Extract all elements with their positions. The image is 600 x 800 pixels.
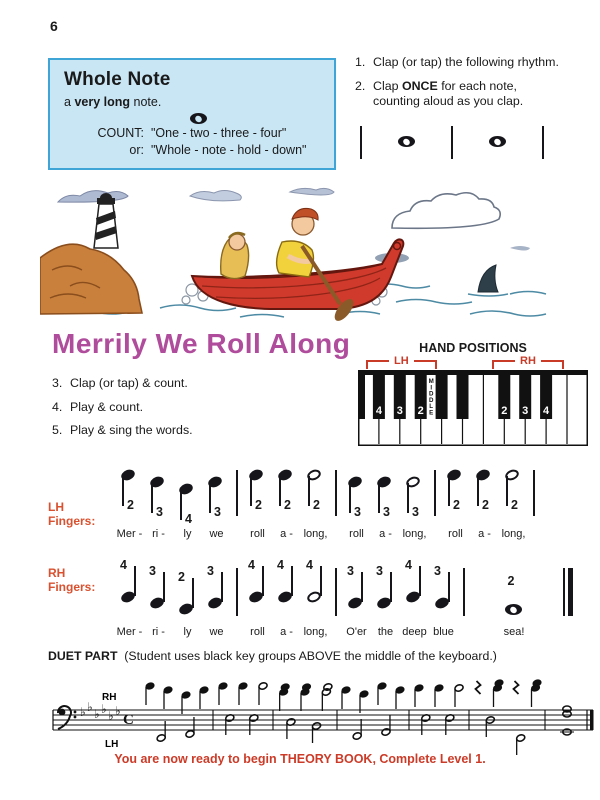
measure	[243, 556, 330, 648]
melody-note: 4 roll	[248, 558, 265, 638]
lh-fingers-row	[48, 466, 535, 562]
rh-bracket	[492, 357, 564, 369]
middle-label: M I D D L E	[428, 378, 434, 417]
svg-text:♭: ♭	[80, 705, 86, 719]
svg-text:♭: ♭	[94, 707, 100, 721]
melody-note: 2 long,	[499, 466, 528, 558]
lh-finger-4: 4	[375, 405, 382, 417]
melody-note: 4 deep	[402, 558, 427, 638]
lh-bracket	[366, 357, 437, 369]
melody-note: 3 long,	[400, 466, 429, 558]
melody-note: 4 a -	[277, 558, 293, 638]
measure	[441, 466, 528, 558]
instruction-2-line2: counting aloud as you clap.	[373, 94, 524, 108]
count-label: COUNT:	[97, 126, 144, 140]
lh-notes	[110, 466, 535, 562]
lh-fingers-label: LH Fingers:	[48, 500, 96, 528]
rh-label: RH	[520, 355, 536, 367]
svg-text:C: C	[123, 712, 134, 728]
measure	[342, 556, 458, 648]
or-label: or:	[129, 143, 144, 157]
instruction-2: 2. Clap ONCE for each note,	[355, 78, 517, 93]
melody-note: 3 roll	[342, 466, 371, 558]
measure	[342, 466, 429, 558]
melody-note: 2 roll	[441, 466, 470, 558]
melody-note: 3 ri -	[149, 564, 165, 638]
melody-note: 2 long,	[301, 466, 330, 558]
main-instructions	[52, 376, 312, 447]
whole-note-icon	[398, 136, 415, 147]
melody-note: 2 sea!	[503, 574, 525, 638]
song-title: Merrily We Roll Along	[52, 328, 351, 359]
or-value: "Whole - note - hold - down"	[151, 143, 307, 157]
keyboard-diagram	[358, 370, 588, 446]
svg-text:♭: ♭	[101, 702, 107, 716]
melody-note: 3 we	[207, 564, 224, 638]
instruction-5: 5. Play & sing the words.	[52, 423, 193, 437]
girl-passenger-icon	[221, 233, 249, 278]
box-description: a very long note.	[64, 95, 162, 109]
box-title: Whole Note	[64, 69, 171, 90]
rh-fingers-row	[48, 556, 573, 652]
melody-note: 2 a -	[272, 466, 301, 558]
melody-note: 2 roll	[243, 466, 272, 558]
measure	[115, 466, 231, 558]
rocky-island-icon	[40, 244, 142, 314]
rh-fingers-label: RH Fingers:	[48, 566, 96, 594]
whole-note-icon	[190, 113, 207, 124]
rowboat-illustration	[40, 186, 560, 322]
measure	[115, 556, 231, 648]
melody-note: 4 Mer -	[116, 558, 143, 638]
melody-note: 3 O'er	[346, 564, 367, 638]
measure	[470, 556, 558, 648]
measure	[243, 466, 330, 558]
rh-notes	[110, 556, 573, 652]
count-lines	[64, 126, 322, 157]
melody-note: 2 ly	[173, 556, 202, 648]
melody-note: 2 Mer -	[115, 466, 144, 558]
footer-note: You are now ready to begin THEORY BOOK, Complete Level 1.	[114, 752, 486, 766]
melody-note: 2 a -	[470, 466, 499, 558]
instruction-1: 1. Clap (or tap) the following rhythm.	[355, 55, 559, 69]
svg-text:♭: ♭	[108, 709, 114, 723]
rhythm-exercise	[360, 126, 544, 159]
shark-fin-icon	[468, 265, 508, 296]
top-instructions	[355, 55, 591, 110]
melody-note: 4 long,	[303, 558, 328, 638]
melody-note: 4 ly	[173, 466, 202, 558]
rh-finger-4: 4	[543, 405, 550, 417]
duet-lh-label: LH	[105, 739, 119, 750]
lh-finger-3: 3	[396, 405, 403, 417]
lh-label: LH	[394, 355, 409, 367]
svg-text:♭: ♭	[115, 704, 121, 718]
melody-note: 3 a -	[371, 466, 400, 558]
duet-part-heading: DUET PART (Student uses black key groups ABOVE the middle of the keyboard.)	[48, 649, 497, 663]
rh-finger-2: 2	[501, 405, 508, 417]
hand-positions-heading: HAND POSITIONS	[419, 341, 527, 355]
melody-note: 3 the	[376, 564, 394, 638]
boy-rower-icon	[277, 208, 319, 277]
count-value: "One - two - three - four"	[151, 126, 287, 140]
duet-rh-label: RH	[102, 692, 117, 703]
rh-finger-3: 3	[522, 405, 529, 417]
lighthouse-icon	[94, 193, 118, 248]
lh-finger-2: 2	[417, 405, 424, 417]
instruction-3: 3. Clap (or tap) & count.	[52, 376, 188, 390]
melody-note: 3 ri -	[144, 466, 173, 558]
melody-note: 3 blue	[433, 564, 454, 638]
svg-text:♭: ♭	[87, 700, 93, 714]
whole-note-box	[48, 58, 336, 170]
page-number: 6	[50, 18, 58, 34]
duet-staff	[45, 666, 597, 758]
whole-note-icon	[489, 136, 506, 147]
melody-note: 3 we	[202, 466, 231, 558]
instruction-4: 4. Play & count.	[52, 399, 144, 414]
